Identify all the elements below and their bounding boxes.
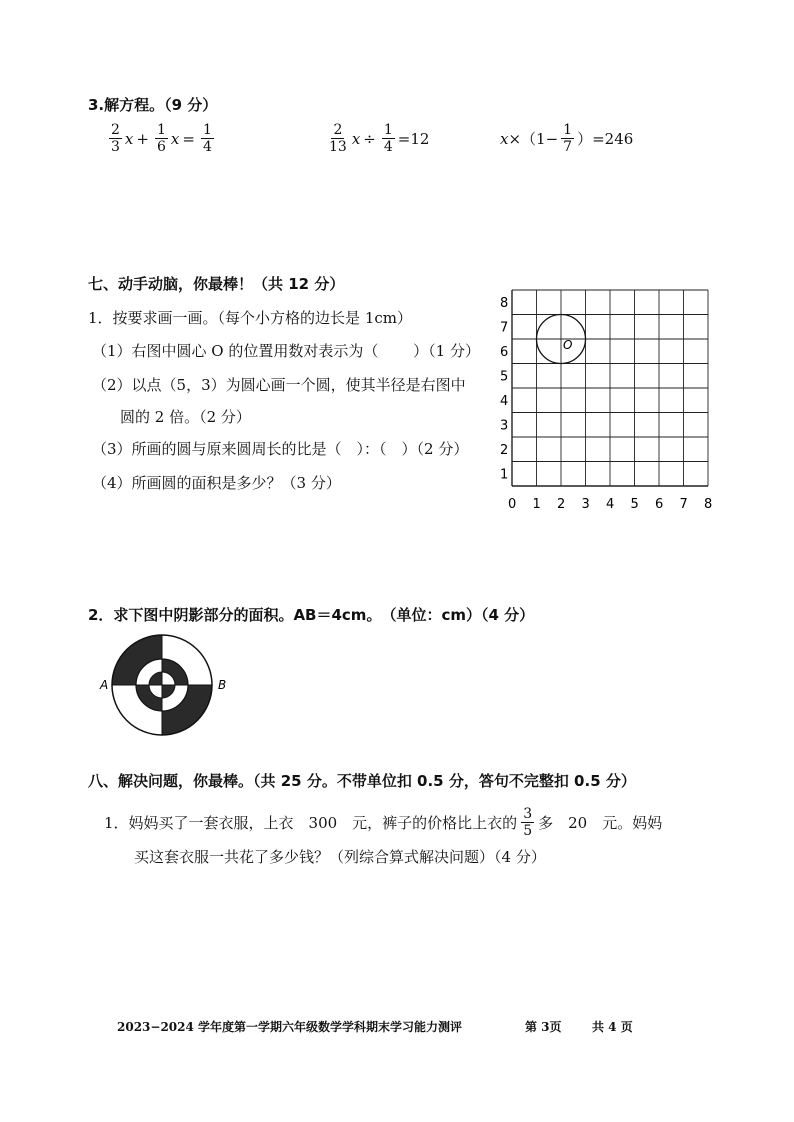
y-tick-label: 8: [500, 296, 509, 311]
x-tick-label: 6: [655, 497, 664, 512]
x-tick-label: 5: [630, 497, 639, 512]
q7-2-title: 2．求下图中阴影部分的面积。AB＝4cm。 （单位：cm）（4 分）: [88, 606, 535, 624]
y-tick-label: 6: [500, 345, 509, 360]
x-tick-label: 8: [704, 497, 713, 512]
y-tick-label: 1: [500, 467, 509, 483]
footer-total: 共 4 页: [592, 1020, 633, 1034]
fraction: $\frac{1}{7}$: [563, 122, 573, 155]
grid-lines: [512, 290, 708, 486]
y-tick-label: 4: [500, 394, 509, 409]
q3-title: 3.解方程。（9 分）: [88, 96, 218, 114]
coordinate-grid: [498, 282, 720, 514]
x-tick-label: 0: [508, 497, 517, 512]
footer-title: 2023−2024 学年度第一学期六年级数学学科期末学习能力测评: [117, 1020, 463, 1034]
fraction: $\frac{2}{13}$: [329, 122, 347, 155]
equation-1: $\frac{2}{3}$ x + $\frac{1}{6}$ x = $\frac{1}{4}$: [111, 122, 212, 155]
q7-1-part4: （4）所画圆的面积是多少？（3 分）: [92, 474, 341, 492]
q7-1-part2a: （2）以点（5，3）为圆心画一个圆，使其半径是右图中: [92, 376, 466, 394]
x-tick-label: 3: [581, 497, 590, 512]
x-axis-labels: [508, 497, 712, 512]
shaded-area-figure: [96, 633, 236, 743]
y-tick-label: 7: [500, 320, 509, 336]
fraction: $\frac{1}{4}$: [383, 122, 393, 155]
q8-1-line2: 买这套衣服一共花了多少钱？（列综合算式解决问题）（4 分）: [134, 848, 546, 866]
equation-3: x ×（1− $\frac{1}{7}$ ）=246: [500, 122, 634, 155]
x-tick-label: 2: [557, 497, 566, 512]
section8-title: 八、解决问题，你最棒。（共 25 分。不带单位扣 0.5 分，答句不完整扣 0.5 分）: [88, 772, 636, 790]
x-tick-label: 4: [606, 497, 615, 512]
q8-1-line1: [104, 806, 662, 839]
y-axis-labels: [500, 296, 508, 483]
section7-title: 七、动手动脑，你最棒！（共 12 分）: [88, 275, 345, 293]
q7-1-title: 1．按要求画一画。（每个小方格的边长是 1cm）: [88, 309, 412, 327]
footer-page: 第 3页: [525, 1020, 562, 1034]
y-tick-label: 3: [500, 418, 509, 434]
q8-1-text-b: 多 20 元。妈妈: [538, 814, 663, 832]
fraction: $\frac{3}{5}$: [523, 806, 533, 839]
fraction: $\frac{2}{3}$: [111, 122, 120, 155]
fraction: $\frac{1}{6}$: [156, 122, 166, 155]
x-tick-label: 1: [532, 497, 541, 512]
equation-2: $\frac{2}{13}$ x ÷ $\frac{1}{4}$ =12: [329, 122, 430, 155]
q7-1-part3: （3）所画的圆与原来圆周长的比是（ ）：（ ）（2 分）: [92, 440, 469, 458]
q7-1-part2b: 圆的 2 倍。（2 分）: [120, 408, 251, 426]
point-b-label: B: [218, 678, 227, 692]
y-tick-label: 5: [500, 369, 509, 385]
y-tick-label: 2: [500, 443, 509, 458]
point-a-label: A: [100, 678, 109, 692]
center-label: O: [563, 338, 573, 352]
fraction: $\frac{1}{4}$: [202, 122, 212, 155]
q7-1-part1: （1）右图中圆心 O 的位置用数对表示为（ ）（1 分）: [92, 342, 480, 360]
q8-1-text-a: 1．妈妈买了一套衣服，上衣 300 元，裤子的价格比上衣的: [104, 814, 518, 832]
x-tick-label: 7: [679, 497, 688, 512]
